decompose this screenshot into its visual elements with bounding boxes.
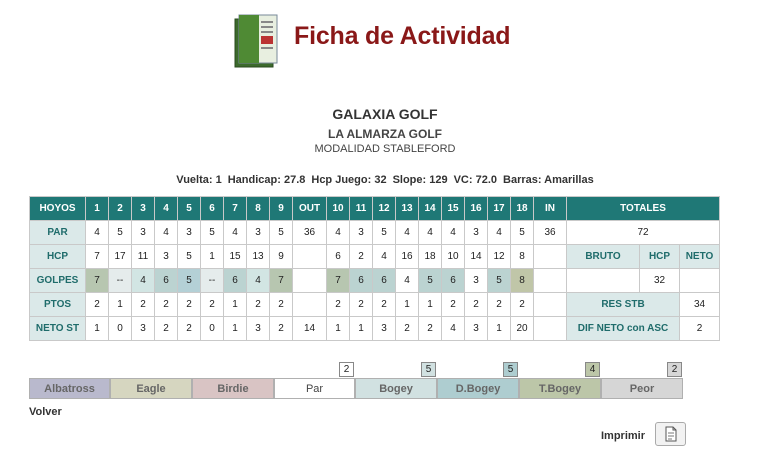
golpes-cell: -- <box>109 269 132 293</box>
hcp-cell <box>293 245 327 269</box>
ptos-cell: 2 <box>373 293 396 317</box>
golpes-cell: 6 <box>442 269 465 293</box>
golpes-cell: 5 <box>419 269 442 293</box>
legend-count: 2 <box>667 362 682 377</box>
hole-number-cell: 12 <box>373 197 396 221</box>
golpes-cell: 6 <box>224 269 247 293</box>
neto-st-cell: 2 <box>396 317 419 341</box>
ptos-cell: 1 <box>109 293 132 317</box>
hcp-label: HCP <box>30 245 86 269</box>
page-title: Ficha de Actividad <box>294 22 511 50</box>
bruto-label: BRUTO <box>567 245 640 269</box>
totals-header: TOTALES <box>567 197 720 221</box>
neto-st-cell: 2 <box>155 317 178 341</box>
ptos-cell: 2 <box>86 293 109 317</box>
neto-st-cell: 3 <box>132 317 155 341</box>
legend-peor: Peor <box>601 378 683 399</box>
neto-st-cell: 3 <box>247 317 270 341</box>
ptos-label: PTOS <box>30 293 86 317</box>
par-cell: 3 <box>247 221 270 245</box>
legend-d-bogey: D.Bogey <box>437 378 519 399</box>
dif-neto-label: DIF NETO con ASC <box>567 317 680 341</box>
hole-number-cell: IN <box>534 197 567 221</box>
handicap-value: Handicap: 27.8 <box>227 174 306 186</box>
hole-number-cell: 18 <box>511 197 534 221</box>
golpes-label: GOLPES <box>30 269 86 293</box>
print-label: Imprimir <box>601 430 646 442</box>
golpes-cell: 6 <box>155 269 178 293</box>
neto-st-label: NETO ST <box>30 317 86 341</box>
legend-albatross: Albatross <box>29 378 110 399</box>
legend-birdie: Birdie <box>192 378 274 399</box>
ptos-cell: 2 <box>201 293 224 317</box>
neto-st-cell: 1 <box>488 317 511 341</box>
golpes-cell <box>534 269 567 293</box>
par-cell: 4 <box>155 221 178 245</box>
golpes-cell: 4 <box>132 269 155 293</box>
hole-number-cell: 7 <box>224 197 247 221</box>
hcp-cell: 8 <box>511 245 534 269</box>
par-cell: 5 <box>109 221 132 245</box>
neto-st-cell: 2 <box>270 317 293 341</box>
ptos-cell: 2 <box>465 293 488 317</box>
par-cell: 5 <box>201 221 224 245</box>
neto-st-cell: 3 <box>373 317 396 341</box>
neto-st-cell: 0 <box>201 317 224 341</box>
playing-handicap: Hcp Juego: 32 <box>311 174 387 186</box>
par-cell: 36 <box>534 221 567 245</box>
par-cell: 3 <box>350 221 373 245</box>
neto-st-cell: 1 <box>350 317 373 341</box>
par-row <box>30 221 720 245</box>
dif-neto-value: 2 <box>680 317 720 341</box>
hole-number-cell: 10 <box>327 197 350 221</box>
hole-number-cell: 9 <box>270 197 293 221</box>
hole-number-cell: 11 <box>350 197 373 221</box>
golpes-cell: 8 <box>511 269 534 293</box>
hole-number-cell: OUT <box>293 197 327 221</box>
legend-par: Par <box>274 378 355 399</box>
hole-number-cell: 17 <box>488 197 511 221</box>
legend-count: 5 <box>421 362 436 377</box>
ptos-cell <box>534 293 567 317</box>
legend-count: 5 <box>503 362 518 377</box>
hole-number-cell: 3 <box>132 197 155 221</box>
neto-st-cell: 1 <box>224 317 247 341</box>
club-name: GALAXIA GOLF <box>332 106 438 122</box>
document-icon <box>656 423 685 445</box>
par-total: 72 <box>567 221 720 245</box>
hcp-cell: 2 <box>350 245 373 269</box>
res-stb-label: RES STB <box>567 293 680 317</box>
hole-number-cell: 6 <box>201 197 224 221</box>
golpes-cell: 7 <box>86 269 109 293</box>
neto-st-cell: 3 <box>465 317 488 341</box>
hcp-cell: 12 <box>488 245 511 269</box>
par-cell: 4 <box>86 221 109 245</box>
par-cell: 4 <box>396 221 419 245</box>
back-link[interactable]: Volver <box>29 406 62 418</box>
neto-st-cell: 1 <box>86 317 109 341</box>
ptos-cell <box>293 293 327 317</box>
bruto-value <box>567 269 640 293</box>
golpes-cell: 3 <box>465 269 488 293</box>
neto-st-cell: 20 <box>511 317 534 341</box>
hcp-row <box>30 245 720 269</box>
par-cell: 5 <box>373 221 396 245</box>
neto-st-cell: 14 <box>293 317 327 341</box>
ptos-cell: 2 <box>327 293 350 317</box>
hole-number-cell: 2 <box>109 197 132 221</box>
hole-number-cell: 1 <box>86 197 109 221</box>
course-rating: VC: 72.0 <box>453 174 498 186</box>
neto-st-row <box>30 317 720 341</box>
neto-st-cell: 4 <box>442 317 465 341</box>
tee-color: Barras: Amarillas <box>503 174 594 186</box>
golpes-cell: 7 <box>327 269 350 293</box>
ptos-cell: 2 <box>442 293 465 317</box>
hcp-cell: 5 <box>178 245 201 269</box>
slope-value: Slope: 129 <box>392 174 448 186</box>
hcp-cell <box>534 245 567 269</box>
hole-number-cell: 14 <box>419 197 442 221</box>
hcp-cell: 4 <box>373 245 396 269</box>
par-label: PAR <box>30 221 86 245</box>
legend-bogey: Bogey <box>355 378 437 399</box>
hcp-cell: 13 <box>247 245 270 269</box>
ptos-cell: 2 <box>488 293 511 317</box>
course-name: LA ALMARZA GOLF <box>328 127 442 141</box>
hcp-cell: 16 <box>396 245 419 269</box>
neto-st-cell: 2 <box>419 317 442 341</box>
hole-number-cell: 4 <box>155 197 178 221</box>
hcp-cell: 14 <box>465 245 488 269</box>
par-cell: 3 <box>465 221 488 245</box>
holes-header: HOYOS <box>30 197 86 221</box>
golpes-cell: 7 <box>270 269 293 293</box>
golpes-cell: 5 <box>488 269 511 293</box>
ptos-cell: 1 <box>224 293 247 317</box>
legend-eagle: Eagle <box>110 378 192 399</box>
ptos-cell: 2 <box>511 293 534 317</box>
hcp-cell: 11 <box>132 245 155 269</box>
hole-number-cell: 16 <box>465 197 488 221</box>
hole-number-cell: 8 <box>247 197 270 221</box>
legend-t-bogey: T.Bogey <box>519 378 601 399</box>
ptos-row <box>30 293 720 317</box>
golpes-cell: 6 <box>350 269 373 293</box>
par-cell: 3 <box>132 221 155 245</box>
par-cell: 4 <box>224 221 247 245</box>
hcp-cell: 9 <box>270 245 293 269</box>
neto-st-cell: 0 <box>109 317 132 341</box>
hcp-cell: 17 <box>109 245 132 269</box>
game-mode: MODALIDAD STABLEFORD <box>314 143 456 155</box>
neto-st-cell: 2 <box>178 317 201 341</box>
ptos-cell: 1 <box>419 293 442 317</box>
hcp-cell: 10 <box>442 245 465 269</box>
neto-value <box>680 269 720 293</box>
hcp-cell: 3 <box>155 245 178 269</box>
neto-st-cell: 1 <box>327 317 350 341</box>
golpes-cell: 6 <box>373 269 396 293</box>
golpes-cell: 4 <box>247 269 270 293</box>
golpes-cell: -- <box>201 269 224 293</box>
ptos-cell: 2 <box>270 293 293 317</box>
hole-number-cell: 15 <box>442 197 465 221</box>
golpes-cell <box>293 269 327 293</box>
neto-st-cell <box>534 317 567 341</box>
hcp-cell: 18 <box>419 245 442 269</box>
hole-number-cell: 5 <box>178 197 201 221</box>
golpes-cell: 4 <box>396 269 419 293</box>
par-cell: 5 <box>511 221 534 245</box>
round-number: Vuelta: 1 <box>176 174 222 186</box>
res-stb-value: 34 <box>680 293 720 317</box>
hcp-cell: 7 <box>86 245 109 269</box>
hcp-cell: 1 <box>201 245 224 269</box>
par-cell: 5 <box>270 221 293 245</box>
ptos-cell: 2 <box>247 293 270 317</box>
hcp-cell: 15 <box>224 245 247 269</box>
totals-hcp-label: HCP <box>640 245 680 269</box>
par-cell: 3 <box>178 221 201 245</box>
ptos-cell: 2 <box>350 293 373 317</box>
scorecard-table <box>29 196 720 341</box>
neto-label: NETO <box>680 245 720 269</box>
ptos-cell: 2 <box>132 293 155 317</box>
par-cell: 36 <box>293 221 327 245</box>
hcp-cell: 6 <box>327 245 350 269</box>
par-cell: 4 <box>419 221 442 245</box>
par-cell: 4 <box>327 221 350 245</box>
ptos-cell: 2 <box>155 293 178 317</box>
activity-card-logo-icon <box>233 13 279 69</box>
golpes-cell: 5 <box>178 269 201 293</box>
print-button[interactable] <box>655 422 686 446</box>
totals-hcp-value: 32 <box>640 269 680 293</box>
golpes-row <box>30 269 720 293</box>
ptos-cell: 1 <box>396 293 419 317</box>
holes-row <box>30 197 720 221</box>
hole-number-cell: 13 <box>396 197 419 221</box>
round-info <box>0 174 770 186</box>
par-cell: 4 <box>488 221 511 245</box>
legend-count: 4 <box>585 362 600 377</box>
legend-count: 2 <box>339 362 354 377</box>
ptos-cell: 2 <box>178 293 201 317</box>
par-cell: 4 <box>442 221 465 245</box>
